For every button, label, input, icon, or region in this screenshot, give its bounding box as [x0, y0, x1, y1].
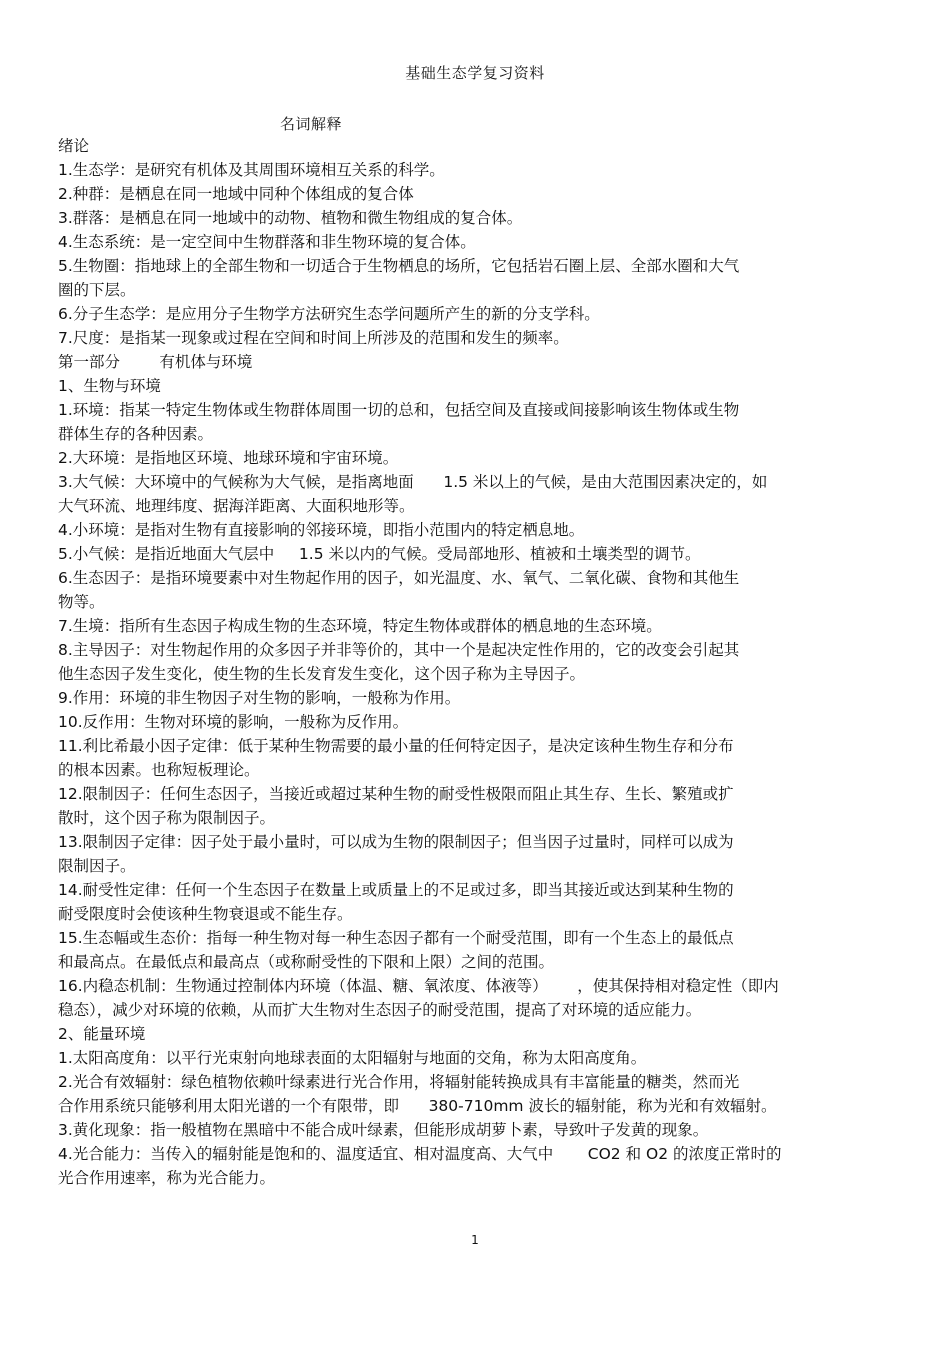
- text-line: 合作用系统只能够利用太阳光谱的一个有限带，即 380-710mm 波长的辐射能，称为光和有效辐射。: [58, 1097, 777, 1115]
- text-line: 2.大环境：是指地区环境、地球环境和宇宙环境。: [58, 449, 399, 467]
- document-body: [58, 134, 898, 1190]
- text-line: 1、生物与环境: [58, 377, 161, 395]
- text-line: 1.生态学：是研究有机体及其周围环境相互关系的科学。: [58, 161, 445, 179]
- text-line: 第一部分 有机体与环境: [58, 353, 253, 371]
- text-line: 3.群落：是栖息在同一地域中的动物、植物和微生物组成的复合体。: [58, 209, 523, 227]
- text-line: 6.分子生态学：是应用分子生物学方法研究生态学问题所产生的新的分支学科。: [58, 305, 600, 323]
- text-line: 14.耐受性定律：任何一个生态因子在数量上或质量上的不足或过多，即当其接近或达到某种生物的: [58, 881, 734, 899]
- text-line: 物等。: [58, 593, 105, 611]
- text-line: 3.大气候：大环境中的气候称为大气候，是指离地面 1.5 米以上的气候，是由大范围因素决定的，如: [58, 473, 768, 491]
- text-line: 7.尺度：是指某一现象或过程在空间和时间上所涉及的范围和发生的频率。: [58, 329, 569, 347]
- text-line: 2、能量环境: [58, 1025, 146, 1043]
- text-line: 5.生物圈：指地球上的全部生物和一切适合于生物栖息的场所，它包括岩石圈上层、全部水圈和大气: [58, 257, 740, 275]
- text-line: 4.光合能力：当传入的辐射能是饱和的、温度适宜、相对温度高、大气中 CO2 和 O2 的浓度正常时的: [58, 1145, 782, 1163]
- text-line: 1.太阳高度角：以平行光束射向地球表面的太阳辐射与地面的交角，称为太阳高度角。: [58, 1049, 647, 1067]
- text-line: 大气环流、地理纬度、据海洋距离、大面积地形等。: [58, 497, 415, 515]
- text-line: 9.作用：环境的非生物因子对生物的影响，一般称为作用。: [58, 689, 461, 707]
- text-line: 13.限制因子定律：因子处于最小量时，可以成为生物的限制因子；但当因子过量时，同样可以成为: [58, 833, 734, 851]
- text-line: 绪论: [58, 137, 90, 155]
- text-line: 2.光合有效辐射：绿色植物依赖叶绿素进行光合作用，将辐射能转换成具有丰富能量的糖类，然而光: [58, 1073, 740, 1091]
- text-line: 7.生境：指所有生态因子构成生物的生态环境，特定生物体或群体的栖息地的生态环境。: [58, 617, 662, 635]
- text-line: 4.生态系统：是一定空间中生物群落和非生物环境的复合体。: [58, 233, 476, 251]
- text-line: 2.种群：是栖息在同一地域中同种个体组成的复合体: [58, 185, 414, 203]
- text-line: 3.黄化现象：指一般植物在黑暗中不能合成叶绿素，但能形成胡萝卜素，导致叶子发黄的现象。: [58, 1121, 709, 1139]
- text-line: 15.生态幅或生态价：指每一种生物对每一种生态因子都有一个耐受范围，即有一个生态上的最低点: [58, 929, 734, 947]
- text-line: 散时，这个因子称为限制因子。: [58, 809, 276, 827]
- text-line: 的根本因素。也称短板理论。: [58, 761, 260, 779]
- text-line: 1.环境：指某一特定生物体或生物群体周围一切的总和，包括空间及直接或间接影响该生物体或生物: [58, 401, 740, 419]
- text-line: 4.小环境：是指对生物有直接影响的邻接环境，即指小范围内的特定栖息地。: [58, 521, 585, 539]
- text-line: 群体生存的各种因素。: [58, 425, 214, 443]
- text-line: 和最高点。在最低点和最高点（或称耐受性的下限和上限）之间的范围。: [58, 953, 555, 971]
- page-number: 1: [471, 1233, 479, 1247]
- text-line: 限制因子。: [58, 857, 136, 875]
- text-line: 11.利比希最小因子定律：低于某种生物需要的最小量的任何特定因子，是决定该种生物生存和分布: [58, 737, 734, 755]
- document-title: 基础生态学复习资料: [405, 64, 545, 82]
- text-line: 耐受限度时会使该种生物衰退或不能生存。: [58, 905, 353, 923]
- text-line: 10.反作用：生物对环境的影响，一般称为反作用。: [58, 713, 409, 731]
- text-line: 他生态因子发生变化，使生物的生长发育发生变化，这个因子称为主导因子。: [58, 665, 586, 683]
- text-line: 8.主导因子：对生物起作用的众多因子并非等价的，其中一个是起决定性作用的，它的改变会引起其: [58, 641, 740, 659]
- text-line: 16.内稳态机制：生物通过控制体内环境（体温、糖、氧浓度、体液等） ，使其保持相对稳定性（即内: [58, 977, 779, 995]
- text-line: 光合作用速率，称为光合能力。: [58, 1169, 276, 1187]
- text-line: 6.生态因子：是指环境要素中对生物起作用的因子，如光温度、水、氧气、二氧化碳、食物和其他生: [58, 569, 740, 587]
- section-heading: 名词解释: [280, 115, 343, 133]
- text-line: 圈的下层。: [58, 281, 136, 299]
- text-line: 稳态），减少对环境的依赖，从而扩大生物对生态因子的耐受范围，提高了对环境的适应能力。: [58, 1001, 702, 1019]
- text-line: 5.小气候：是指近地面大气层中 1.5 米以内的气候。受局部地形、植被和土壤类型的调节。: [58, 545, 701, 563]
- text-line: 12.限制因子：任何生态因子，当接近或超过某种生物的耐受性极限而阻止其生存、生长、繁殖或扩: [58, 785, 734, 803]
